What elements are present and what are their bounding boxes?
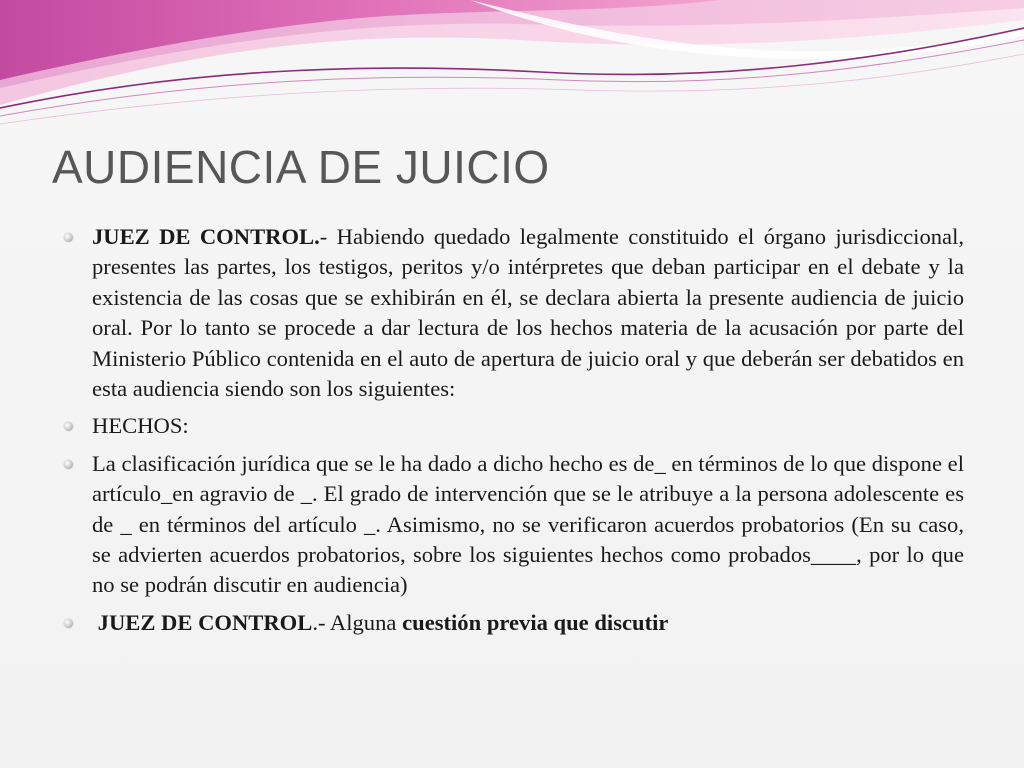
bullet-item [60, 411, 964, 441]
bullet-icon [64, 422, 73, 431]
bullet-text [92, 222, 964, 404]
header-decoration [0, 0, 1024, 130]
bullet-bold-tail: cuestión previa que discutir [402, 609, 669, 635]
bullet-text [92, 449, 964, 601]
slide-title: AUDIENCIA DE JUICIO [52, 141, 550, 193]
bullet-list [60, 222, 964, 645]
bullet-body: HECHOS: [92, 413, 189, 439]
bullet-item [60, 222, 964, 404]
bullet-bold-lead: JUEZ DE CONTROL. [92, 224, 320, 249]
bullet-icon [64, 619, 73, 628]
bullet-text [92, 608, 964, 638]
bullet-item [60, 449, 964, 601]
bullet-body: - Habiendo quedado legalmente constituido el órgano jurisdiccional, presentes las partes, los testigos, peritos y/o intérpretes que deban participar en el debate y la existencia de las cosas que se exhibirán en él, se declara abierta la presente audiencia de juicio oral. Por lo tanto se procede a dar lectura de los hechos materia de la acusación por parte del Ministerio Público contenida en el auto de apertura de juicio oral y que deberán ser debatidos en esta audiencia siendo son los siguientes: [92, 224, 965, 402]
bullet-body: .- Alguna [312, 609, 403, 635]
bullet-body: La clasificación jurídica que se le ha dado a dicho hecho es de_ en términos de lo que dispone el artículo_en agravio de _. El grado de intervención que se le atribuye a la persona adolescente es de _ en términos del artículo _. Asimismo, no se verificaron acuerdos probatorios (En su caso, se advierten acuerdos probatorios, sobre los siguientes hechos como probados____, por lo que no se podrán discutir en audiencia) [92, 450, 964, 598]
bullet-icon [64, 233, 73, 242]
bullet-item [60, 608, 964, 638]
bullet-icon [64, 460, 73, 469]
bullet-bold-lead: JUEZ DE CONTROL [97, 609, 313, 635]
bullet-text [92, 411, 964, 441]
